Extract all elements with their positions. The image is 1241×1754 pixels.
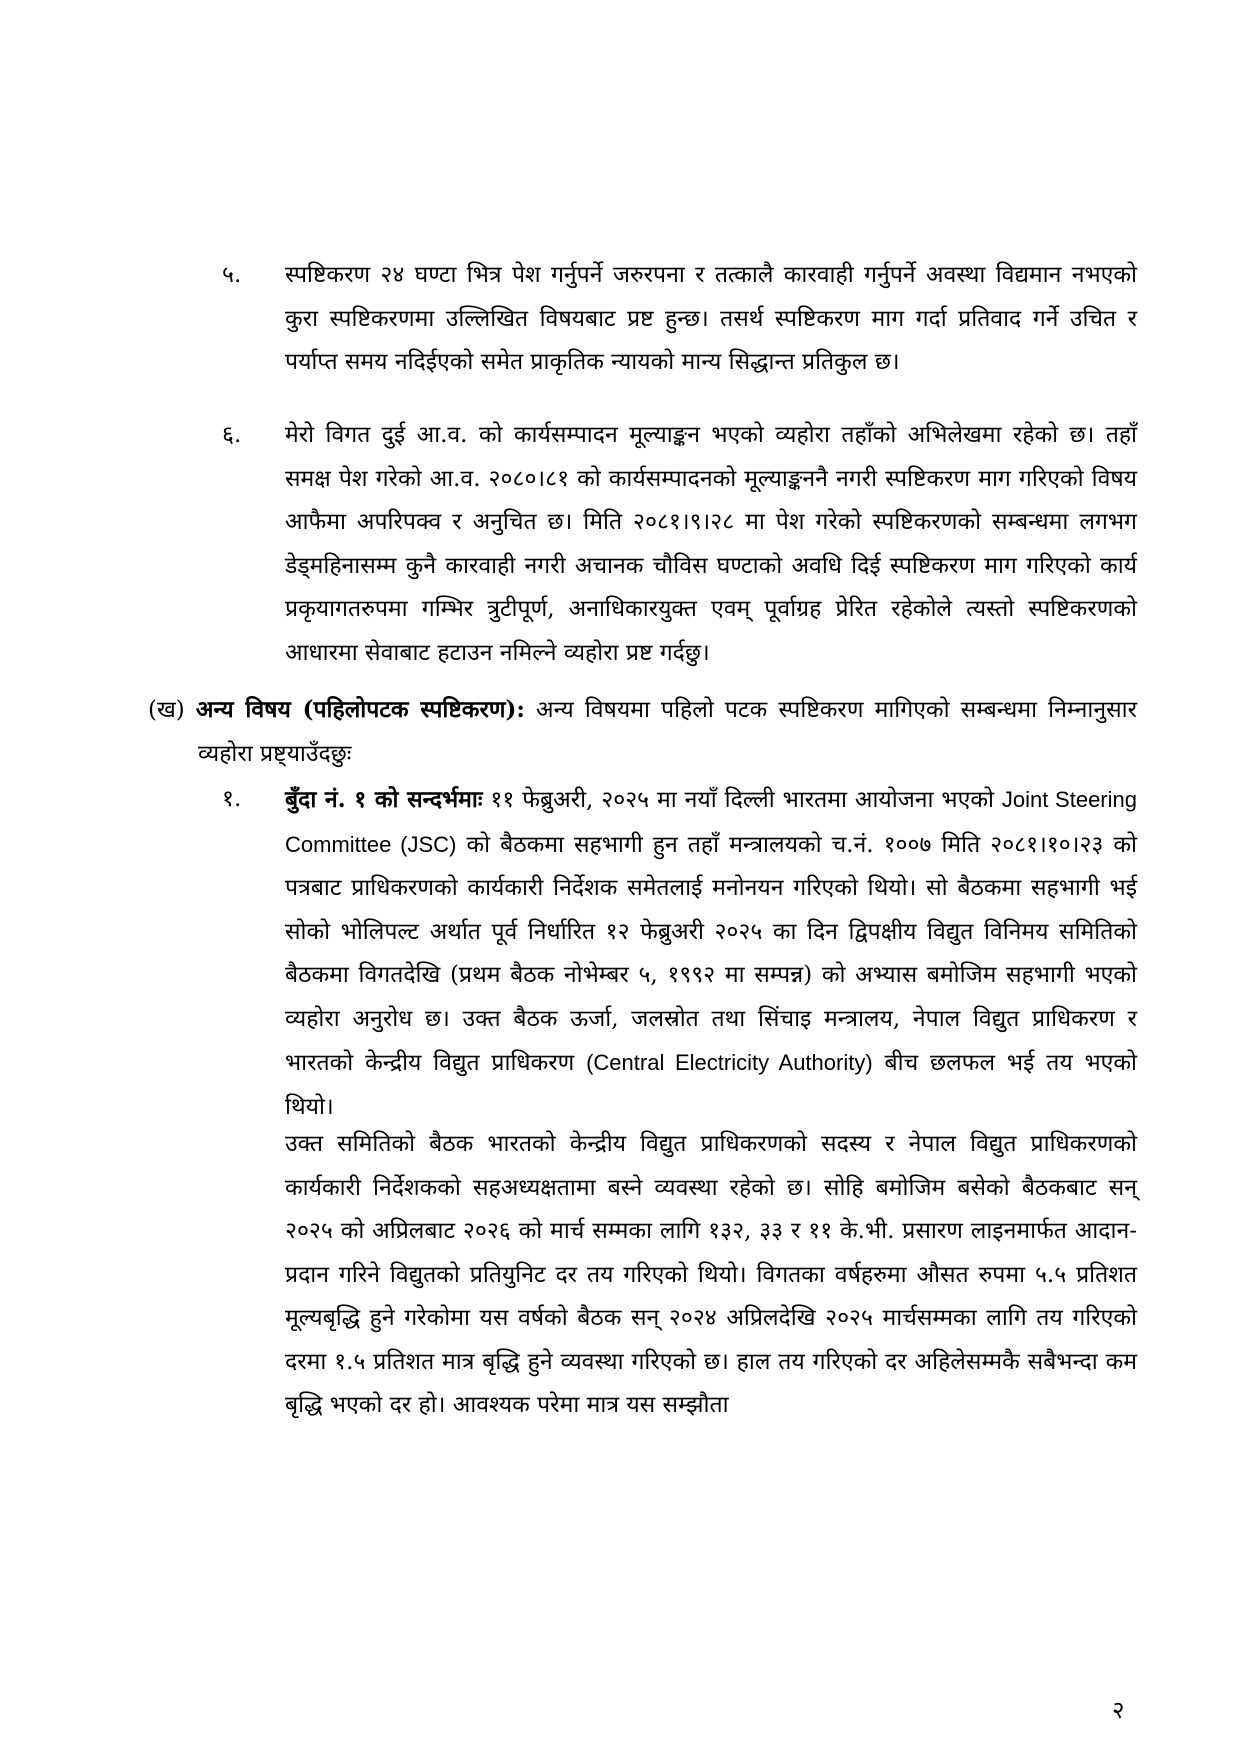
section-kha	[148, 688, 1137, 776]
item-text-b: को बैठकमा सहभागी हुन तहाँ मन्त्रालयको च.नं. १००७ मिति २०८१।१०।२३ को पत्रबाट प्राधिकरणको कार्यकारी निर्देशक समेतलाई मनोनयन गरिएको थियो। सो बैठकमा सहभागी भई सोको भोलिपल्ट अर्थात पूर्व निर्धारित १२ फेब्रुअरी २०२५ का दिन द्विपक्षीय विद्युत विनिमय समितिको बैठकमा विगतदेखि (प्रथम बैठक नोभेम्बर ५, १९९२ मा सम्पन्न) को अभ्यास बमोजिम सहभागी भएको व्यहोरा अनुरोध छ। उक्त बैठक ऊर्जा, जलस्रोत तथा सिंचाइ मन्त्रालय, नेपाल विद्युत प्राधिकरण र भारतको केन्द्रीय विद्युत प्राधिकरण	[285, 831, 1138, 1076]
item-text-a: ११ फेब्रुअरी, २०२५ मा नयाँ दिल्ली भारतमा आयोजना भएको	[490, 787, 994, 813]
section-tag: (ख)	[148, 697, 185, 723]
item-text-c: बीच छलफल भई तय भएको थियो।	[285, 1050, 1138, 1120]
latin-term-cea: (Central Electricity Authority)	[586, 1050, 873, 1075]
item-text: मेरो विगत दुई आ.व. को कार्यसम्पादन मूल्याङ्कन भएको व्यहोरा तहाँको अभिलेखमा रहेको छ। तहाँ समक्ष पेश गरेको आ.व. २०८०।८१ को कार्यसम्पादनको मूल्याङ्कननै नगरी स्पष्टिकरण माग गरिएको विषय आफैमा अपरिपक्व र अनुचित छ। मिति २०८१।९।२८ मा पेश गरेको स्पष्टिकरणको सम्बन्धमा लगभग डेड्महिनासम्म कुनै कारवाही नगरी अचानक चौविस घण्टाको अवधि दिई स्पष्टिकरण माग गरिएको कार्य प्रकृयागतरुपमा गम्भिर त्रुटीपूर्ण, अनाधिकारयुक्त एवम् पूर्वाग्रह प्रेरित रहेकोले त्यस्तो स्पष्टिकरणको आधारमा सेवाबाट हटाउन नमिल्ने व्यहोरा प्रष्ट गर्दछु।	[285, 422, 1137, 666]
item-heading: बुँदा नं. १ को सन्दर्भमाः	[285, 786, 483, 813]
latin-term-jsc: Joint Steering Committee (JSC)	[285, 787, 1137, 857]
item-text: स्पष्टिकरण २४ घण्टा भित्र पेश गर्नुपर्ने जरुरपना र तत्कालै कारवाही गर्नुपर्ने अवस्था विद्यमान नभएको कुरा स्पष्टिकरणमा उल्लिखित विषयबाट प्रष्ट हुन्छ। तसर्थ स्पष्टिकरण माग गर्दा प्रतिवाद गर्ने उचित र पर्याप्त समय नदिईएको समेत प्राकृतिक न्यायको मान्य सिद्धान्त प्रतिकुल छ।	[285, 262, 1137, 375]
item-number: १.	[222, 786, 242, 812]
item-number: ५.	[222, 262, 242, 288]
paragraph-text: उक्त समितिको बैठक भारतको केन्द्रीय विद्युत प्राधिकरणको सदस्य र नेपाल विद्युत प्राधिकरणको कार्यकारी निर्देशकको सहअध्यक्षतामा बस्ने व्यवस्था रहेको छ। सोहि बमोजिम बसेको बैठकबाट सन् २०२५ को अप्रिलबाट २०२६ को मार्च सम्मका लागि १३२, ३३ र ११ के.भी. प्रसारण लाइनमार्फत आदान-प्रदान गरिने विद्युतको प्रतियुनिट दर तय गरिएको थियो। विगतका वर्षहरुमा औसत रुपमा ५.५ प्रतिशत मूल्यबृद्धि हुने गरेकोमा यस वर्षको बैठक सन् २०२४ अप्रिलदेखि २०२५ मार्चसम्मका लागि तय गरिएको दरमा १.५ प्रतिशत मात्र बृद्धि हुने व्यवस्था गरिएको छ। हाल तय गरिएको दर अहिलेसम्मकै सबैभन्दा कम बृद्धि भएको दर हो। आवश्यक परेमा मात्र यस सम्झौता	[285, 1131, 1137, 1418]
section-text: अन्य विषयमा पहिलो पटक स्पष्टिकरण मागिएको सम्बन्धमा निम्नानुसार व्यहोरा प्रष्ट्याउँदछुः	[198, 697, 1138, 767]
item-text	[285, 778, 1137, 1129]
page-number: २	[1112, 1696, 1125, 1724]
section-heading: अन्य विषय (पहिलोपटक स्पष्टिकरण):	[195, 696, 525, 723]
item-number: ६.	[222, 422, 242, 448]
